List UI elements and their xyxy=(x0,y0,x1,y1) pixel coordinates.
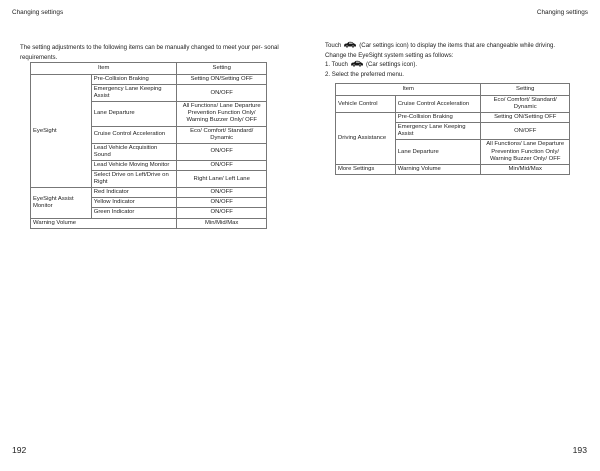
car-settings-icon xyxy=(350,60,364,67)
intro-text: 2. Select the preferred menu. xyxy=(325,71,404,79)
item-cell: Cruise Control Acceleration xyxy=(91,126,177,143)
column-header-setting: Setting xyxy=(481,84,570,96)
left-intro-paragraph: The setting adjustments to the following items can be manually changed to meet your per- sonal requirements. xyxy=(20,44,279,61)
setting-cell: ON/OFF xyxy=(177,160,267,170)
item-cell: Pre-Collision Braking xyxy=(395,113,481,123)
item-cell: Cruise Control Acceleration xyxy=(395,96,481,113)
page-number-left: 192 xyxy=(12,445,27,455)
group-label-assist-monitor: EyeSight Assist Monitor xyxy=(31,188,92,218)
setting-cell: All Functions/ Lane Departure Prevention Function Only/ Warning Buzzer Only/ OFF xyxy=(177,102,267,126)
intro-text: Touch xyxy=(325,42,342,49)
table-row xyxy=(336,164,570,174)
table-header-row xyxy=(31,63,267,75)
setting-cell: ON/OFF xyxy=(177,198,267,208)
car-settings-icon xyxy=(343,41,357,48)
page-number-right: 193 xyxy=(572,445,587,455)
intro-text: (Car settings icon). xyxy=(365,61,418,69)
group-label-driving-assistance: Driving Assistance xyxy=(336,113,396,165)
setting-cell: ON/OFF xyxy=(481,123,570,140)
group-label-vehicle-control: Vehicle Control xyxy=(336,96,396,113)
item-cell: Emergency Lane Keeping Assist xyxy=(91,85,177,102)
item-cell: Select Drive on Left/Drive on Right xyxy=(91,171,177,188)
item-cell: Lead Vehicle Acquisition Sound xyxy=(91,143,177,160)
column-header-item: Item xyxy=(31,63,177,75)
intro-text: Change the EyeSight system setting as follows: xyxy=(325,51,454,59)
item-cell: Pre-Collision Braking xyxy=(91,75,177,85)
item-cell: Lead Vehicle Moving Monitor xyxy=(91,160,177,170)
eyesight-settings-table xyxy=(30,62,267,229)
car-settings-table xyxy=(335,83,570,175)
setting-cell: Eco/ Comfort/ Standard/ Dynamic xyxy=(177,126,267,143)
item-cell: Red Indicator xyxy=(91,188,177,198)
table-row xyxy=(336,96,570,113)
setting-cell: ON/OFF xyxy=(177,85,267,102)
group-label-eyesight: EyeSight xyxy=(31,75,92,188)
right-running-header: Changing settings xyxy=(536,9,588,16)
setting-cell: All Functions/ Lane Departure Prevention Function Only/ Warning Buzzer Only/ OFF xyxy=(481,140,570,164)
table-header-row xyxy=(336,84,570,96)
right-intro-paragraph xyxy=(325,41,583,80)
group-label-more-settings: More Settings xyxy=(336,164,396,174)
left-running-header: Changing settings xyxy=(12,9,64,16)
setting-cell: ON/OFF xyxy=(177,188,267,198)
column-header-item: Item xyxy=(336,84,481,96)
table-row xyxy=(336,113,570,123)
setting-cell: Eco/ Comfort/ Standard/ Dynamic xyxy=(481,96,570,113)
table-row xyxy=(31,218,267,228)
item-cell: Lane Departure xyxy=(91,102,177,126)
item-cell: Green Indicator xyxy=(91,208,177,218)
item-cell: Emergency Lane Keeping Assist xyxy=(395,123,481,140)
intro-text: 1. Touch xyxy=(325,61,348,69)
intro-text: (Car settings icon) to display the items that are changeable while driving. xyxy=(359,42,556,49)
setting-cell: Setting ON/Setting OFF xyxy=(177,75,267,85)
item-cell: Yellow Indicator xyxy=(91,198,177,208)
table-row xyxy=(31,188,267,198)
setting-cell: Min/Mid/Max xyxy=(177,218,267,228)
setting-cell: Min/Mid/Max xyxy=(481,164,570,174)
setting-cell: Right Lane/ Left Lane xyxy=(177,171,267,188)
column-header-setting: Setting xyxy=(177,63,267,75)
table-row xyxy=(31,75,267,85)
setting-cell: ON/OFF xyxy=(177,143,267,160)
item-cell: Warning Volume xyxy=(395,164,481,174)
setting-cell: Setting ON/Setting OFF xyxy=(481,113,570,123)
item-cell: Lane Departure xyxy=(395,140,481,164)
setting-cell: ON/OFF xyxy=(177,208,267,218)
item-cell-warning-volume: Warning Volume xyxy=(31,218,177,228)
